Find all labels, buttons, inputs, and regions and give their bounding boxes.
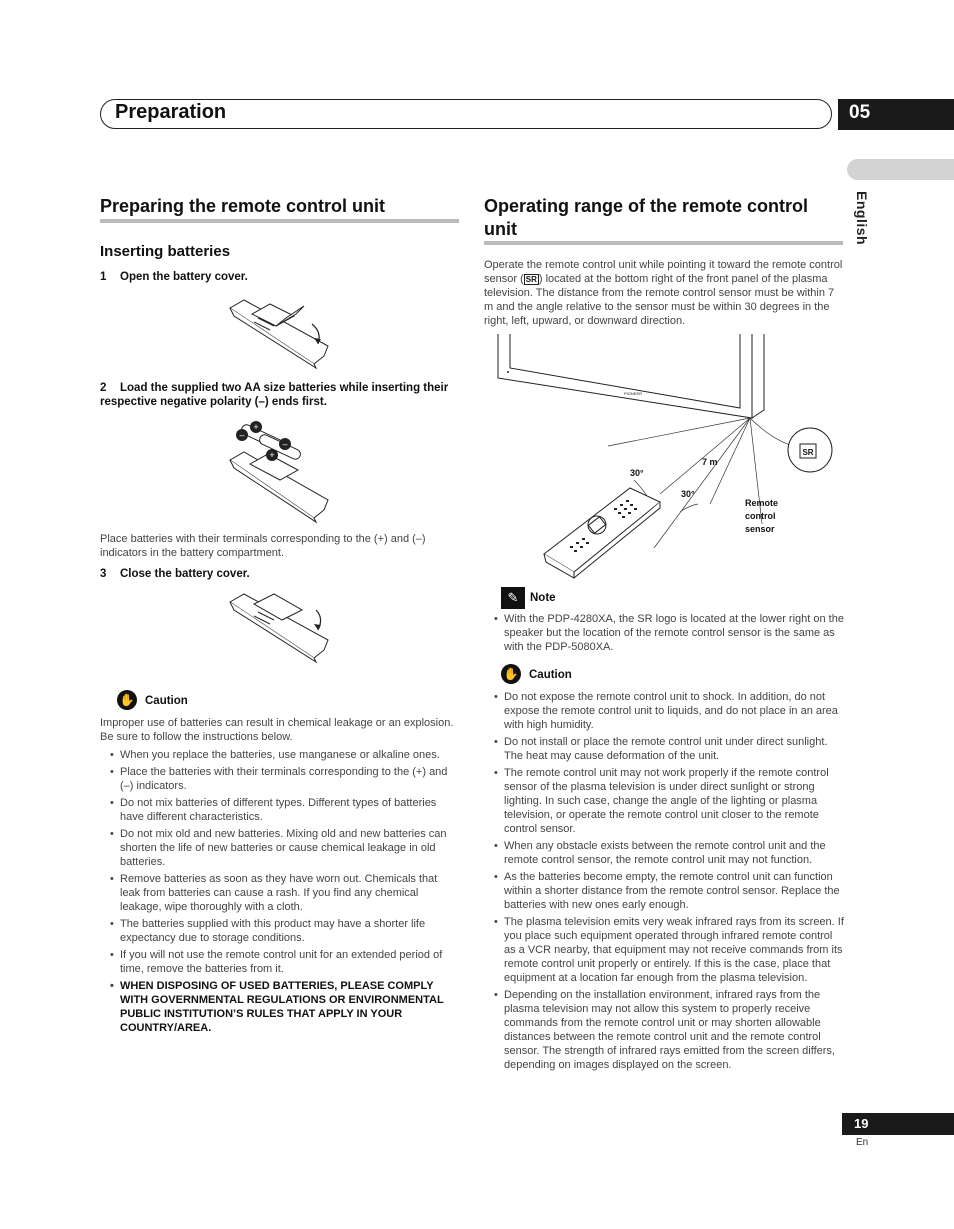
caution-hand-icon: ✋: [117, 690, 137, 710]
language-tab: [847, 159, 954, 180]
step-1-text: Open the battery cover.: [120, 271, 248, 283]
note-label: Note: [530, 592, 556, 604]
language-label: English: [854, 191, 870, 246]
list-item: • The plasma television emits very weak infrared rays from its screen. If you place such equipment operated through infrared remote control as a VCR nearby, that equipment may not receive commands from its remote control unit properly or entirely. If this is the case, place that equipment at a location far enough from the plasma television.: [494, 915, 844, 985]
left-caution-label: Caution: [145, 695, 188, 707]
page-title: Preparation: [115, 101, 227, 123]
insert-batteries-illustration: [224, 418, 336, 524]
note-pencil-icon: ✎: [501, 587, 525, 609]
tv-indicator-dot: [507, 371, 509, 373]
list-item: • Do not mix old and new batteries. Mixing old and new batteries can shorten the life of new batteries or cause chemical leakage in old batteries.: [110, 827, 460, 869]
right-caution-label: Caution: [529, 669, 572, 681]
sr-inline-icon: SR: [525, 275, 537, 284]
inserting-batteries-heading: Inserting batteries: [100, 243, 231, 260]
step-1-number: 1: [100, 271, 107, 283]
step-2-text: Load the supplied two AA size batteries while inserting their respective negative polarity (–) ends first.: [100, 382, 449, 408]
right-heading: [484, 195, 844, 241]
operating-range-diagram: [484, 332, 844, 582]
chapter-number: 05: [838, 99, 954, 130]
page-number: 19: [842, 1113, 954, 1135]
right-heading-line-1: Operating range of the remote control: [484, 196, 809, 216]
step-3-number: 3: [100, 568, 107, 580]
operating-range-text-b: ) located at the bottom right of the front panel of the plasma television. The distance from the remote control sensor must be within 7 m and the angle relative to the sensor must be within 30 degrees in the right, left, upward, or downward direction.: [484, 273, 835, 327]
caution-hand-icon: ✋: [501, 664, 521, 684]
svg-text:–: –: [239, 430, 245, 440]
sensor-label-line-1: Remote: [745, 498, 779, 508]
step-1: [100, 270, 460, 284]
svg-text:+: +: [269, 450, 275, 460]
right-heading-line-2: unit: [484, 219, 517, 239]
svg-text:+: +: [253, 422, 259, 432]
operating-range-paragraph: [484, 258, 844, 328]
svg-text:PIONEER: PIONEER: [624, 391, 643, 396]
list-item: • As the batteries become empty, the remote control unit can function within a shorter distance from the remote control sensor. Replace the batteries with new ones early enough.: [494, 870, 844, 912]
list-item: • When you replace the batteries, use manganese or alkaline ones.: [110, 748, 460, 762]
left-caution-list: [110, 748, 460, 1038]
list-item: • Place the batteries with their terminals corresponding to the (+) and (–) indicators.: [110, 765, 460, 793]
open-battery-cover-illustration: [224, 294, 336, 372]
left-caution-intro: Improper use of batteries can result in chemical leakage or an explosion. Be sure to follow the instructions below.: [100, 717, 454, 743]
list-item: • Do not expose the remote control unit to shock. In addition, do not expose the remote control unit to liquids, and do not place in an area with high humidity.: [494, 690, 844, 732]
distance-label: 7 m: [702, 457, 718, 467]
list-item: • The remote control unit may not work properly if the remote control sensor of the plasma television is under direct sunlight or strong lighting. In such case, change the angle of the lighting or plasma television, or operate the remote control unit closer to the remote control sensor.: [494, 766, 844, 836]
left-heading-rule: [100, 219, 459, 223]
angle-top-label: 30°: [630, 468, 644, 478]
svg-text:–: –: [282, 439, 288, 449]
left-heading: Preparing the remote control unit: [100, 196, 386, 216]
step-2: [100, 381, 460, 409]
page-language: En: [856, 1137, 869, 1148]
step-3-text: Close the battery cover.: [120, 568, 250, 580]
sensor-sr-badge: SR: [802, 448, 814, 457]
list-item: • Depending on the installation environment, infrared rays from the plasma television may not allow this system to properly receive commands from the remote control unit or may shorten allowable distances between the remote control unit and the remote control sensor. The strength of infrared rays emitted from the screen differs, depending on images displayed on the screen.: [494, 988, 844, 1072]
close-battery-cover-illustration: [224, 588, 336, 666]
disposal-warning-item: • WHEN DISPOSING OF USED BATTERIES, PLEASE COMPLY WITH GOVERNMENTAL REGULATIONS OR ENVIRONMENTAL PUBLIC INSTITUTION’S RULES THAT APPLY IN YOUR COUNTRY/AREA.: [110, 979, 460, 1035]
angle-bottom-label: 30°: [681, 489, 695, 499]
list-item: • Do not install or place the remote control unit under direct sunlight. The heat may cause deformation of the unit.: [494, 735, 844, 763]
list-item: • The batteries supplied with this product may have a shorter life expectancy due to storage conditions.: [110, 917, 460, 945]
list-item: • Remove batteries as soon as they have worn out. Chemicals that leak from batteries can cause a rash. If you find any chemical leakage, wipe thoroughly with a cloth.: [110, 872, 460, 914]
note-list: [494, 612, 844, 657]
operating-range-text-a: Operate the remote control unit while pointing it toward the remote control sensor (: [484, 259, 843, 285]
right-caution-list: [494, 690, 844, 1075]
step-2-number: 2: [100, 382, 107, 394]
remote-control-drawing: [544, 488, 660, 578]
right-heading-rule: [484, 241, 843, 245]
step-3: [100, 567, 460, 581]
list-item: • With the PDP-4280XA, the SR logo is located at the lower right on the speaker but the location of the remote control sensor is the same as with the PDP-5080XA.: [494, 612, 844, 654]
list-item: • If you will not use the remote control unit for an extended period of time, remove the batteries from it.: [110, 948, 460, 976]
list-item: • Do not mix batteries of different types. Different types of batteries have different characteristics.: [110, 796, 460, 824]
list-item: • When any obstacle exists between the remote control unit and the remote control sensor, the remote control unit may not function.: [494, 839, 844, 867]
sensor-label-line-3: sensor: [745, 524, 775, 534]
sensor-label-line-2: control: [745, 511, 776, 521]
battery-terminals-paragraph: Place batteries with their terminals corresponding to the (+) and (–) indicators in the battery compartment.: [100, 533, 426, 559]
